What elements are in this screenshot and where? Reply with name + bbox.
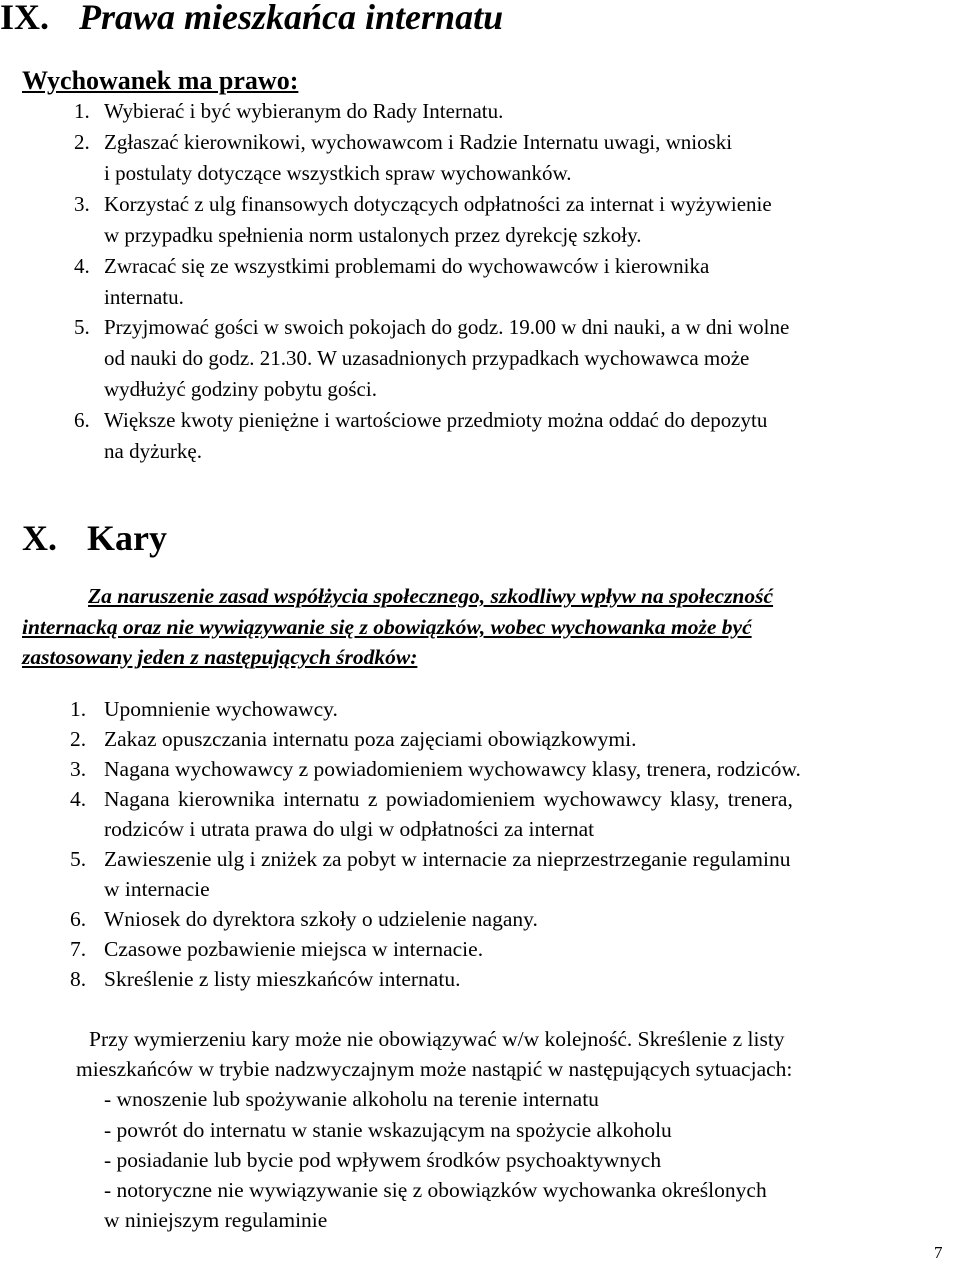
penalty-item-5-line-1: Zawieszenie ulg i zniżek za pobyt w internacie za nieprzestrzeganie regulaminu [104, 847, 791, 871]
rights-item-4-number: 4. [74, 254, 90, 278]
expulsion-note-line-2: mieszkańców w trybie nadzwyczajnym może nastąpić w następujących sytuacjach: [76, 1057, 793, 1081]
rights-item-4-line-1: Zwracać się ze wszystkimi problemami do wychowawców i kierownika [104, 254, 710, 278]
section-9-number: IX. [0, 0, 50, 37]
rights-item-3-number: 3. [74, 192, 90, 216]
rights-item-5-line-3: wydłużyć godziny pobytu gości. [104, 377, 377, 401]
rights-item-3-line-1: Korzystać z ulg finansowych dotyczących odpłatności za internat i wyżywienie [104, 192, 772, 216]
rights-item-1-line-1: Wybierać i być wybieranym do Rady Internatu. [104, 99, 504, 123]
rights-item-6-number: 6. [74, 408, 90, 432]
rights-item-2-line-1: Zgłaszać kierownikowi, wychowawcom i Radzie Internatu uwagi, wnioski [104, 130, 733, 154]
penalty-item-3-number: 3. [70, 757, 87, 781]
penalty-item-4-number: 4. [70, 787, 87, 811]
rights-item-2-number: 2. [74, 130, 90, 154]
situation-item-3: - posiadanie lub bycie pod wpływem środków psychoaktywnych [104, 1148, 662, 1172]
rights-item-2-line-2: i postulaty dotyczące wszystkich spraw wychowanków. [104, 161, 572, 185]
penalty-item-6-line-1: Wniosek do dyrektora szkoły o udzielenie nagany. [104, 907, 538, 931]
penalty-item-7-number: 7. [70, 937, 87, 961]
section-9-title: Prawa mieszkańca internatu [79, 0, 504, 37]
penalty-item-3-line-1: Nagana wychowawcy z powiadomieniem wychowawcy klasy, trenera, rodziców. [104, 757, 801, 781]
rights-item-5-line-1: Przyjmować gości w swoich pokojach do godz. 19.00 w dni nauki, a w dni wolne [104, 315, 790, 339]
rights-item-6-line-2: na dyżurkę. [104, 439, 202, 463]
rights-item-4-line-2: internatu. [104, 285, 184, 309]
rights-item-5-number: 5. [74, 315, 90, 339]
penalty-item-8-number: 8. [70, 967, 87, 991]
penalty-item-4-line-1: Nagana kierownika internatu z powiadomieniem wychowawcy klasy, trenera, [104, 787, 793, 811]
section-10-heading [22, 517, 167, 559]
section-9-subtitle: Wychowanek ma prawo: [22, 66, 299, 95]
situation-item-4-line-2: w niniejszym regulaminie [104, 1208, 328, 1232]
situation-item-2: - powrót do internatu w stanie wskazującym na spożycie alkoholu [104, 1118, 672, 1142]
penalty-item-1-line-1: Upomnienie wychowawcy. [104, 697, 338, 721]
penalty-item-1-number: 1. [70, 697, 87, 721]
rights-item-6-line-1: Większe kwoty pieniężne i wartościowe przedmioty można oddać do depozytu [104, 408, 768, 432]
penalty-item-7-line-1: Czasowe pozbawienie miejsca w internacie. [104, 937, 484, 961]
situation-item-1: - wnoszenie lub spożywanie alkoholu na terenie internatu [104, 1087, 599, 1111]
expulsion-note-line-1: Przy wymierzeniu kary może nie obowiązywać w/w kolejność. Skreślenie z listy [89, 1027, 785, 1051]
penalty-item-6-number: 6. [70, 907, 87, 931]
section-10-number: X. [22, 518, 57, 558]
rights-item-1-number: 1. [74, 99, 90, 123]
penalty-item-2-number: 2. [70, 727, 87, 751]
penalties-intro-line-3: zastosowany jeden z następujących środków: [22, 645, 418, 669]
penalties-intro-line-1: Za naruszenie zasad współżycia społecznego, szkodliwy wpływ na społeczność [88, 584, 774, 608]
penalty-item-4-line-2: rodziców i utrata prawa do ulgi w odpłatności za internat [104, 817, 595, 841]
page-number: 7 [934, 1243, 943, 1262]
penalty-item-2-line-1: Zakaz opuszczania internatu poza zajęciami obowiązkowymi. [104, 727, 637, 751]
penalties-intro-line-2: internacką oraz nie wywiązywanie się z obowiązków, wobec wychowanka może być [22, 615, 752, 639]
section-10-title: Kary [87, 518, 167, 558]
penalty-item-8-line-1: Skreślenie z listy mieszkańców internatu. [104, 967, 461, 991]
rights-item-3-line-2: w przypadku spełnienia norm ustalonych przez dyrekcję szkoły. [104, 223, 642, 247]
situation-item-4-line-1: - notoryczne nie wywiązywanie się z obowiązków wychowanka określonych [104, 1178, 767, 1202]
penalty-item-5-line-2: w internacie [104, 877, 210, 901]
rights-item-5-line-2: od nauki do godz. 21.30. W uzasadnionych przypadkach wychowawca może [104, 346, 750, 370]
penalty-item-5-number: 5. [70, 847, 87, 871]
section-9-heading [0, 0, 503, 38]
